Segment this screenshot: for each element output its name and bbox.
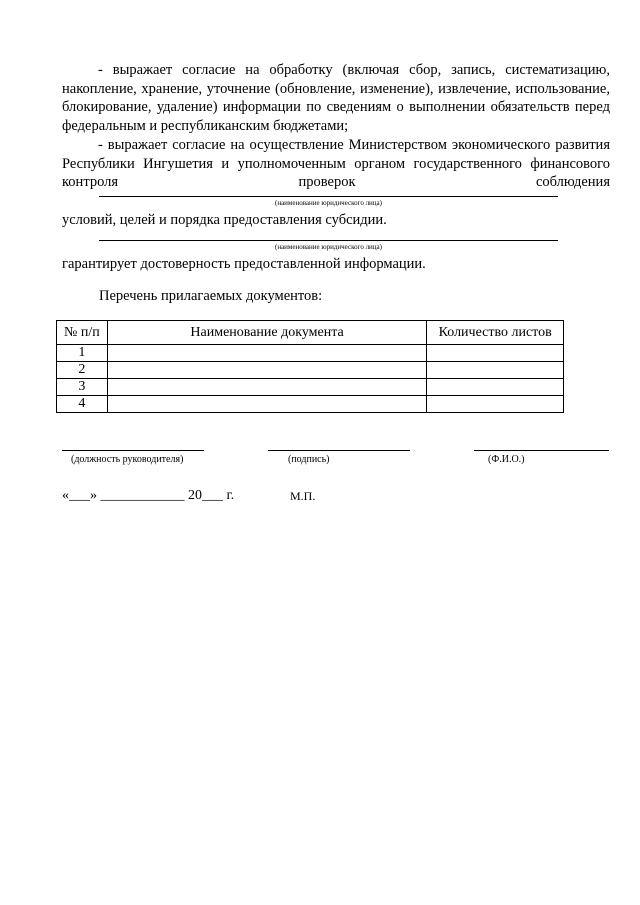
column-header-number: № п/п xyxy=(57,321,108,345)
document-name-cell[interactable] xyxy=(107,379,427,396)
row-number: 3 xyxy=(57,379,108,396)
legal-entity-blank-line-2[interactable] xyxy=(99,240,558,241)
attachments-table xyxy=(56,320,564,413)
consent-processing-paragraph: - выражает согласие на обработку (включая сбор, запись, систематизацию, накопление, хранение, уточнение (обновление, изменение), извлечение, использование, блокирование, удаление) информации по сведениям о выполнении обязательств перед федеральным и республиканским бюджетами; xyxy=(62,62,610,134)
seal-mark: М.П. xyxy=(290,489,316,503)
sheet-count-cell[interactable] xyxy=(427,379,564,396)
table-row xyxy=(57,362,564,379)
position-signature-line[interactable] xyxy=(62,450,204,451)
row-number: 2 xyxy=(57,362,108,379)
sheet-count-cell[interactable] xyxy=(427,396,564,413)
row-number: 4 xyxy=(57,396,108,413)
legal-entity-caption-2: (наименование юридического лица) xyxy=(275,243,382,251)
table-row xyxy=(57,379,564,396)
column-header-sheet-count: Количество листов xyxy=(427,321,564,345)
table-header-row xyxy=(57,321,564,345)
document-name-cell[interactable] xyxy=(107,345,427,362)
table-row xyxy=(57,396,564,413)
consent-inspection-paragraph: - выражает согласие на осуществление Министерством экономического развития Республики Ингушетия и уполномоченным органом государственного финансового контроля проверок соблюдения xyxy=(62,137,610,191)
sheet-count-cell[interactable] xyxy=(427,345,564,362)
table-row xyxy=(57,345,564,362)
document-name-cell[interactable] xyxy=(107,396,427,413)
full-name-caption: (Ф.И.О.) xyxy=(488,454,525,465)
document-name-cell[interactable] xyxy=(107,362,427,379)
signature-line[interactable] xyxy=(268,450,410,451)
attachments-heading: Перечень прилагаемых документов: xyxy=(99,288,323,304)
row-number: 1 xyxy=(57,345,108,362)
legal-entity-caption-1: (наименование юридического лица) xyxy=(275,199,382,207)
conditions-text: условий, целей и порядка предоставления субсидии. xyxy=(62,212,387,228)
full-name-line[interactable] xyxy=(474,450,609,451)
column-header-document-name: Наименование документа xyxy=(107,321,427,345)
date-line[interactable]: «___» ____________ 20___ г. xyxy=(62,488,235,503)
position-caption: (должность руководителя) xyxy=(71,454,184,465)
legal-entity-blank-line-1[interactable] xyxy=(99,196,558,197)
guarantee-text: гарантирует достоверность предоставленной информации. xyxy=(62,256,426,272)
sheet-count-cell[interactable] xyxy=(427,362,564,379)
signature-caption: (подпись) xyxy=(288,454,330,465)
